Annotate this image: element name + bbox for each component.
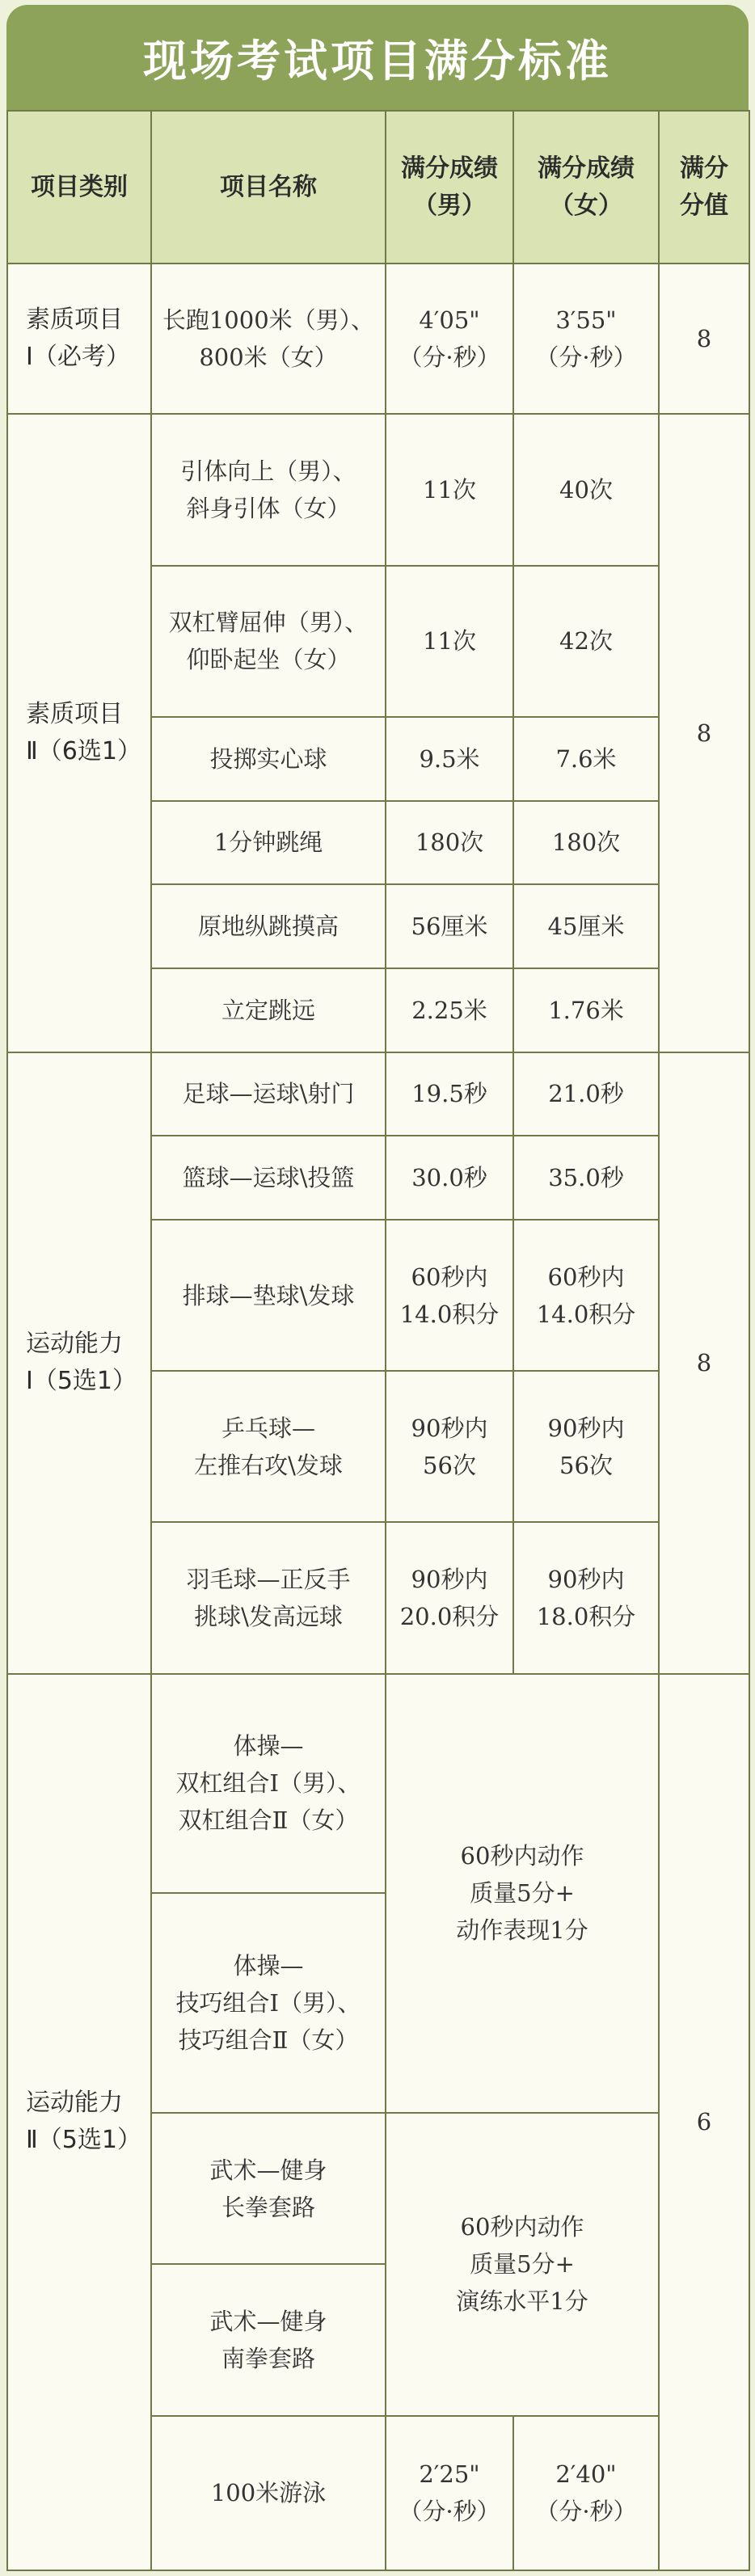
page-title: 现场考试项目满分标准 [143, 34, 612, 86]
female-cell: 180次 [513, 801, 659, 885]
male-cell: 4′05" （分·秒） [386, 264, 513, 414]
female-cell: 21.0秒 [513, 1052, 659, 1136]
female-cell: 2′40" （分·秒） [513, 2416, 659, 2570]
header-male: 满分成绩 （男） [386, 111, 513, 264]
category-cell: 运动能力 Ⅱ（5选1） [7, 1674, 151, 2570]
item-cell: 武术—健身 长拳套路 [151, 2113, 386, 2264]
female-cell: 90秒内 56次 [513, 1371, 659, 1522]
score-cell: 8 [659, 264, 749, 414]
item-cell: 投掷实心球 [151, 717, 386, 801]
female-cell: 40次 [513, 414, 659, 565]
female-cell: 7.6米 [513, 717, 659, 801]
male-cell: 11次 [386, 566, 513, 717]
female-cell: 45厘米 [513, 884, 659, 968]
score-cell: 8 [659, 1052, 749, 1674]
title-banner [6, 5, 749, 110]
item-cell: 1分钟跳绳 [151, 801, 386, 885]
header-female: 满分成绩 （女） [513, 111, 659, 264]
female-cell: 42次 [513, 566, 659, 717]
category-cell: 素质项目 Ⅱ（6选1） [7, 414, 151, 1052]
item-cell: 双杠臂屈伸（男）、 仰卧起坐（女） [151, 566, 386, 717]
female-cell: 35.0秒 [513, 1136, 659, 1220]
item-cell: 体操— 技巧组合Ⅰ（男）、 技巧组合Ⅱ（女） [151, 1893, 386, 2113]
item-cell: 引体向上（男）、 斜身引体（女） [151, 414, 386, 565]
female-cell: 3′55" （分·秒） [513, 264, 659, 414]
merged-score-cell: 60秒内动作 质量5分+ 动作表现1分 [386, 1674, 659, 2114]
header-category: 项目类别 [7, 111, 151, 264]
table-row [7, 1674, 749, 1894]
table-row [7, 264, 749, 414]
score-cell: 6 [659, 1674, 749, 2570]
male-cell: 56厘米 [386, 884, 513, 968]
merged-score-cell: 60秒内动作 质量5分+ 演练水平1分 [386, 2113, 659, 2415]
item-cell: 100米游泳 [151, 2416, 386, 2570]
male-cell: 90秒内 20.0积分 [386, 1522, 513, 1673]
male-cell: 2′25" （分·秒） [386, 2416, 513, 2570]
header-score: 满分 分值 [659, 111, 749, 264]
table-row [7, 414, 749, 565]
item-cell: 足球—运球\射门 [151, 1052, 386, 1136]
male-cell: 30.0秒 [386, 1136, 513, 1220]
female-cell: 90秒内 18.0积分 [513, 1522, 659, 1673]
male-cell: 60秒内 14.0积分 [386, 1220, 513, 1371]
item-cell: 羽毛球—正反手 挑球\发高远球 [151, 1522, 386, 1673]
category-cell: 运动能力 Ⅰ（5选1） [7, 1052, 151, 1674]
table-row [7, 1052, 749, 1136]
male-cell: 9.5米 [386, 717, 513, 801]
male-cell: 11次 [386, 414, 513, 565]
item-cell: 篮球—运球\投篮 [151, 1136, 386, 1220]
female-cell: 60秒内 14.0积分 [513, 1220, 659, 1371]
male-cell: 19.5秒 [386, 1052, 513, 1136]
male-cell: 180次 [386, 801, 513, 885]
item-cell: 长跑1000米（男）、 800米（女） [151, 264, 386, 414]
item-cell: 乒乓球— 左推右攻\发球 [151, 1371, 386, 1522]
female-cell: 1.76米 [513, 968, 659, 1052]
item-cell: 武术—健身 南拳套路 [151, 2264, 386, 2415]
item-cell: 体操— 双杠组合Ⅰ（男）、 双杠组合Ⅱ（女） [151, 1674, 386, 1894]
item-cell: 原地纵跳摸高 [151, 884, 386, 968]
male-cell: 90秒内 56次 [386, 1371, 513, 1522]
score-cell: 8 [659, 414, 749, 1052]
category-cell: 素质项目 Ⅰ（必考） [7, 264, 151, 414]
male-cell: 2.25米 [386, 968, 513, 1052]
item-cell: 排球—垫球\发球 [151, 1220, 386, 1371]
item-cell: 立定跳远 [151, 968, 386, 1052]
standards-table [6, 110, 750, 2571]
header-item: 项目名称 [151, 111, 386, 264]
header-row [7, 111, 749, 264]
